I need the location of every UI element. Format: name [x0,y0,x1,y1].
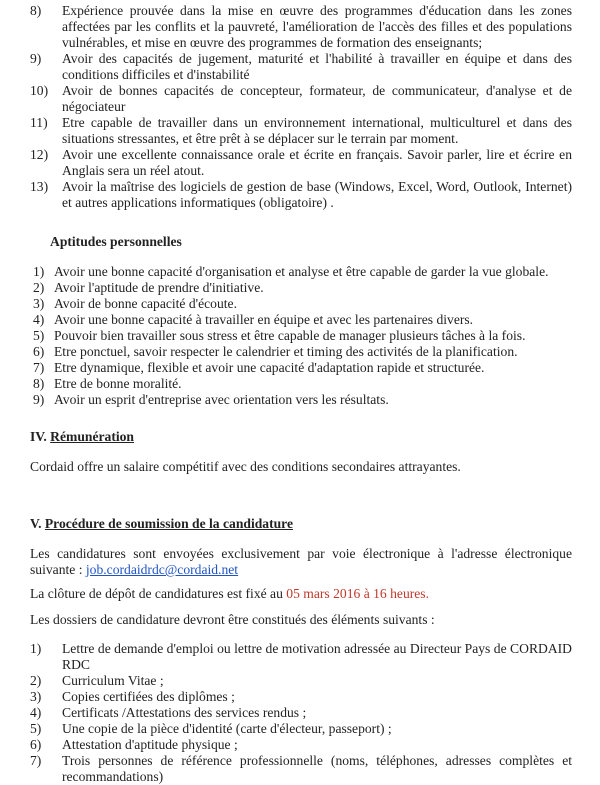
item-text: Pouvoir bien travailler sous stress et être capable de manager plusieurs tâches à la fois. [54,328,526,343]
item-number: 8) [30,3,42,18]
remuneration-text: Cordaid offre un salaire compétitif avec des conditions secondaires attrayantes. [30,459,461,474]
aptitudes-list [0,264,600,408]
documents-list [0,641,600,785]
list-item [0,51,600,83]
list-item [0,296,600,312]
item-text: Avoir une bonne capacité à travailler en équipe et avec les partenaires divers. [54,312,474,327]
procedure-heading [30,516,293,532]
item-number: 10) [30,83,49,98]
docs-intro: Les dossiers de candidature devront être constitués des éléments suivants : [30,612,435,627]
email-link[interactable]: job.cordaidrdc@cordaid.net [85,562,239,577]
item-text: Avoir de bonne capacité d'écoute. [54,296,237,311]
list-item [0,328,600,344]
item-text: Avoir une excellente connaissance orale et écrite en français. Savoir parler, lire et écrire en Anglais sera un réel atout. [62,147,572,178]
list-item [0,312,600,328]
item-number: 11) [30,115,48,130]
remuneration-heading [30,429,134,445]
list-item [0,360,600,376]
list-item [0,737,600,753]
item-number: 3) [33,296,45,311]
item-text: Expérience prouvée dans la mise en œuvre des programmes d'éducation dans les zones affectées par les conflits et la pauvreté, l'amélioration de l'accès des filles et des populations vulnérables, et mise en œuvre des programmes de formation des enseignants; [62,3,572,50]
list-item [0,147,600,179]
list-item [0,115,600,147]
item-text: Avoir des capacités de jugement, maturité et l'habilité à travailler en équipe et dans des conditions difficiles et d'instabilité [62,51,572,82]
list-item [0,689,600,705]
section-number: V. [30,516,45,531]
item-text: Une copie de la pièce d'identité (carte d'électeur, passeport) ; [62,721,392,736]
section-title: Rémunération [50,429,134,444]
list-item [0,753,600,785]
item-text: Etre dynamique, flexible et avoir une capacité d'adaptation rapide et structurée. [54,360,485,375]
item-text: Copies certifiées des diplômes ; [62,689,235,704]
aptitudes-heading: Aptitudes personnelles [50,234,182,249]
item-number: 1) [30,641,42,656]
list-item [0,673,600,689]
item-number: 2) [33,280,45,295]
section-title: Procédure de soumission de la candidature [44,516,293,531]
item-text: Avoir une bonne capacité d'organisation et analyse et être capable de garder la vue globale. [54,264,549,279]
item-number: 6) [33,344,45,359]
item-text: Lettre de demande d'emploi ou lettre de motivation adressée au Directeur Pays de CORDAID RDC [62,641,572,672]
item-number: 5) [30,721,42,736]
item-number: 13) [30,179,49,194]
item-text: Avoir l'aptitude de prendre d'initiative. [54,280,264,295]
item-number: 5) [33,328,45,343]
procedure-intro [30,546,572,578]
item-text: Etre capable de travailler dans un environnement international, multiculturel et dans des situations stressantes, et être prêt à se déplacer sur le terrain par moment. [62,115,572,146]
item-number: 9) [33,392,45,407]
item-number: 12) [30,147,49,162]
deadline-date: 05 mars 2016 à 16 heures. [286,586,429,601]
item-text: Trois personnes de référence professionnelle (noms, téléphones, adresses complètes et recommandations) [62,753,572,784]
item-number: 4) [30,705,42,720]
item-number: 4) [33,312,45,327]
item-number: 2) [30,673,42,688]
list-item [0,392,600,408]
item-text: Avoir la maîtrise des logiciels de gestion de base (Windows, Excel, Word, Outlook, Internet) et autres applications informatiques (obligatoire) . [62,179,572,210]
item-number: 7) [30,753,42,768]
section-number: IV. [30,429,51,444]
list-item [0,705,600,721]
item-text: Curriculum Vitae ; [62,673,164,688]
list-item [0,179,600,211]
item-number: 9) [30,51,42,66]
list-item [0,264,600,280]
item-text: Certificats /Attestations des services rendus ; [62,705,307,720]
list-item [0,344,600,360]
skills-list [0,3,600,211]
item-text: Etre de bonne moralité. [54,376,182,391]
item-text: Avoir un esprit d'entreprise avec orientation vers les résultats. [54,392,389,407]
list-item [0,721,600,737]
item-text: Avoir de bonnes capacités de concepteur, formateur, de communicateur, d'analyse et de négociateur [62,83,572,114]
list-item [0,280,600,296]
item-number: 3) [30,689,42,704]
deadline-label: La clôture de dépôt de candidatures est fixé au [30,586,287,601]
list-item [0,3,600,51]
list-item [0,376,600,392]
item-number: 1) [33,264,45,279]
item-number: 8) [33,376,45,391]
deadline-text [30,586,572,602]
item-number: 6) [30,737,42,752]
item-number: 7) [33,360,45,375]
list-item [0,83,600,115]
intro-text: Les candidatures sont envoyées exclusivement par voie électronique à l'adresse électronique suivante : [30,546,572,577]
item-text: Attestation d'aptitude physique ; [62,737,238,752]
item-text: Etre ponctuel, savoir respecter le calendrier et timing des activités de la planification. [54,344,518,359]
list-item [0,641,600,673]
